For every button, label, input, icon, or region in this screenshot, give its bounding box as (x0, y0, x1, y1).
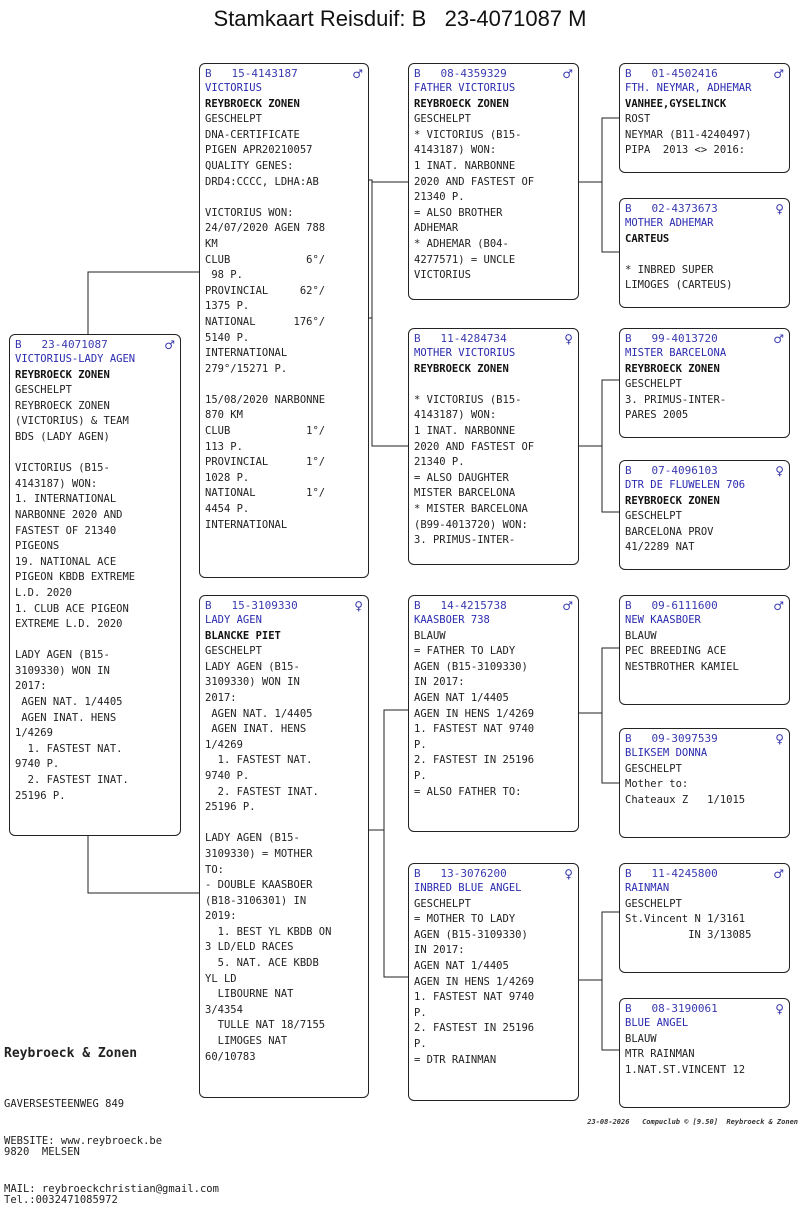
female-sex-icon: ♀ (564, 867, 573, 881)
info-line: EXTREME L.D. 2020 (15, 618, 123, 631)
info-line: BLAUW (625, 629, 657, 642)
breeder-name: REYBROECK ZONEN (205, 97, 300, 110)
ring-number: 11-4245800 (651, 867, 718, 880)
country-code: B (625, 1002, 632, 1015)
info-line (414, 377, 573, 393)
info-line: PROVINCIAL 62°/ (205, 284, 326, 297)
info-line: PIGEON KBDB EXTREME (15, 571, 136, 584)
info-line: Chateaux Z 1/1015 (625, 793, 746, 806)
info-line: ROST (625, 113, 651, 126)
country-code: B (625, 464, 632, 477)
info-line: 21340 P. (414, 456, 465, 469)
info-line: 4143187) WON: (414, 409, 497, 422)
country-code: B (625, 732, 632, 745)
info-line: 21340 P. (414, 191, 465, 204)
connector-subject-sire (88, 272, 200, 335)
ring-header (205, 599, 363, 613)
info-line: 279°/15271 P. (205, 362, 288, 375)
pigeon-card-dds[interactable] (619, 863, 790, 973)
info-line: 3. PRIMUS-INTER- (625, 393, 727, 406)
info-line: BDS (LADY AGEN) (15, 430, 110, 443)
info-line: AGEN NAT 1/4405 (414, 959, 509, 972)
info-line: AGEN IN HENS 1/4269 (414, 975, 535, 988)
ring-header (414, 67, 573, 81)
info-line: 2. FASTEST INAT. (15, 774, 129, 787)
info-line: VICTORIUS (414, 269, 471, 282)
ring-header (625, 732, 784, 746)
info-line: REYBROECK ZONEN (15, 399, 110, 412)
connector-sire-sd (372, 318, 408, 446)
info-line: 25196 P. (205, 801, 256, 814)
info-line: GESCHELPT (205, 645, 262, 658)
female-sex-icon: ♀ (775, 1002, 784, 1016)
country-code: B (414, 67, 421, 80)
info-line: NATIONAL 176°/ (205, 315, 326, 328)
info-line: GESCHELPT (414, 897, 471, 910)
info-line: 3109330) WON IN (15, 664, 110, 677)
ring-number: 01-4502416 (651, 67, 718, 80)
info-line: = ALSO BROTHER (414, 206, 503, 219)
pigeon-name: RAINMAN (625, 882, 670, 894)
ring-number: 99-4013720 (651, 332, 718, 345)
info-line: TO: (205, 863, 224, 876)
info-line: LIMOGES NAT (205, 1035, 288, 1048)
info-line: 1. FASTEST NAT. (205, 754, 313, 767)
male-sex-icon: ♂ (773, 67, 784, 81)
country-code: B (625, 867, 632, 880)
info-line: 60/10783 (205, 1050, 256, 1063)
info-line: 98 P. (205, 269, 243, 282)
ring-number: 13-3076200 (440, 867, 507, 880)
info-line: FASTEST OF 21340 (15, 524, 117, 537)
connector-dam-ds (384, 710, 408, 830)
connector-sire-ss (372, 182, 408, 318)
info-line: * VICTORIUS (B15- (414, 393, 522, 406)
info-line: 2020 AND FASTEST OF (414, 440, 535, 453)
web-contact (4, 1101, 219, 1213)
pigeon-card-sdd[interactable] (619, 460, 790, 570)
info-line: 15/08/2020 NARBONNE (205, 393, 326, 406)
info-line: 870 KM (205, 409, 243, 422)
info-line: NESTBROTHER KAMIEL (625, 660, 739, 673)
pigeon-card-dsd[interactable] (619, 728, 790, 838)
info-line: = FATHER TO LADY (414, 645, 516, 658)
pigeon-name: MOTHER ADHEMAR (625, 217, 714, 229)
pigeon-name: FTH. NEYMAR, ADHEMAR (625, 82, 752, 94)
connector-sd-sds (602, 380, 620, 446)
info-line: VICTORIUS (B15- (15, 462, 110, 475)
pigeon-name: VICTORIUS-LADY AGEN (15, 353, 136, 365)
pigeon-name: FATHER VICTORIUS (414, 82, 516, 94)
male-sex-icon: ♂ (773, 332, 784, 346)
info-line: 4143187) WON: (15, 477, 98, 490)
ring-header (625, 332, 784, 346)
ring-header (414, 599, 573, 613)
info-line: (B18-3106301) IN (205, 894, 307, 907)
pigeon-card-dam-sire[interactable] (408, 595, 579, 832)
country-code: B (205, 67, 212, 80)
ring-number: 15-4143187 (231, 67, 298, 80)
info-line: 1028 P. (205, 471, 250, 484)
info-line: * INBRED SUPER (625, 263, 714, 276)
info-line: 9740 P. (15, 758, 60, 771)
info-line: CLUB 1°/ (205, 425, 326, 438)
ring-header (205, 67, 363, 81)
connector-ds-dsd (602, 713, 620, 783)
info-line: 5140 P. (205, 331, 250, 344)
ring-header (414, 332, 573, 346)
info-line (205, 377, 363, 393)
pigeon-card-sire-dam[interactable] (408, 328, 579, 565)
info-line: 3109330) = MOTHER (205, 847, 313, 860)
pigeon-name: MISTER BARCELONA (625, 347, 727, 359)
country-code: B (625, 67, 632, 80)
female-sex-icon: ♀ (354, 599, 363, 613)
country-code: B (414, 599, 421, 612)
info-line: 41/2289 NAT (625, 541, 695, 554)
info-line: 1 INAT. NARBONNE (414, 159, 516, 172)
pigeon-name: DTR DE FLUWELEN 706 (625, 479, 746, 491)
info-line: St.Vincent N 1/3161 (625, 913, 746, 926)
info-line: GESCHELPT (205, 113, 262, 126)
pigeon-name: VICTORIUS (205, 82, 262, 94)
ring-header (414, 867, 573, 881)
info-line: PEC BREEDING ACE (625, 645, 727, 658)
info-line: 3. PRIMUS-INTER- (414, 534, 516, 547)
info-line: GESCHELPT (625, 762, 682, 775)
ring-number: 07-4096103 (651, 464, 718, 477)
info-line (625, 247, 784, 263)
info-line: LIMOGES (CARTEUS) (625, 279, 733, 292)
breeder-name: CARTEUS (625, 232, 670, 245)
info-line: PIPA 2013 <> 2016: (625, 144, 746, 157)
info-line: L.D. 2020 (15, 586, 72, 599)
country-code: B (414, 867, 421, 880)
info-line: PROVINCIAL 1°/ (205, 456, 326, 469)
male-sex-icon: ♂ (562, 67, 573, 81)
breeder-name: REYBROECK ZONEN (625, 362, 720, 375)
female-sex-icon: ♀ (775, 202, 784, 216)
phone-number: Tel.:0032471085972 (4, 1194, 118, 1206)
info-line: 1. INTERNATIONAL (15, 493, 117, 506)
pigeon-name: INBRED BLUE ANGEL (414, 882, 522, 894)
info-line: AGEN (B15-3109330) (414, 928, 528, 941)
info-line: P. (414, 1037, 427, 1050)
info-line: AGEN NAT. 1/4405 (15, 696, 123, 709)
info-line: 2017: (15, 680, 47, 693)
info-line: 1375 P. (205, 300, 250, 313)
pigeon-card-ddd[interactable] (619, 998, 790, 1108)
connector-ss-ssd (602, 182, 620, 252)
info-line: 19. NATIONAL ACE (15, 555, 117, 568)
address-street: GAVERSESTEENWEG 849 (4, 1098, 125, 1110)
connector-dam-dd (384, 830, 408, 977)
info-line: LADY AGEN (B15- (205, 660, 300, 673)
info-line: AGEN INAT. HENS (15, 711, 117, 724)
info-line: P. (414, 738, 427, 751)
pigeon-card-dam[interactable] (199, 595, 369, 1098)
connector-dd-dds (602, 912, 620, 980)
info-line: = DTR RAINMAN (414, 1053, 497, 1066)
ring-number: 09-3097539 (651, 732, 718, 745)
info-line: AGEN NAT. 1/4405 (205, 707, 313, 720)
ring-header (625, 67, 784, 81)
info-line: 9740 P. (205, 769, 250, 782)
info-line: Mother to: (625, 778, 689, 791)
female-sex-icon: ♀ (564, 332, 573, 346)
ring-number: 14-4215738 (440, 599, 507, 612)
pigeon-name: LADY AGEN (205, 614, 262, 626)
info-line: 2020 AND FASTEST OF (414, 175, 535, 188)
info-line: 1. BEST YL KBDB ON (205, 925, 332, 938)
info-line: GESCHELPT (625, 510, 682, 523)
pigeon-card-ssd[interactable] (619, 198, 790, 308)
ring-header (625, 464, 784, 478)
ring-number: 23-4071087 (41, 338, 108, 351)
info-line: QUALITY GENES: (205, 159, 294, 172)
info-line: INTERNATIONAL (205, 347, 288, 360)
info-line: 1.NAT.ST.VINCENT 12 (625, 1063, 746, 1076)
male-sex-icon: ♂ (773, 867, 784, 881)
male-sex-icon: ♂ (352, 67, 363, 81)
connector-sd-sdd (602, 446, 620, 512)
pigeon-card-sds[interactable] (619, 328, 790, 438)
ring-header (15, 338, 175, 352)
info-line: MISTER BARCELONA (414, 487, 516, 500)
info-line: 3109330) WON IN (205, 676, 300, 689)
info-line: 25196 P. (15, 789, 66, 802)
info-line: 1/4269 (15, 727, 53, 740)
ring-number: 08-3190061 (651, 1002, 718, 1015)
ring-number: 15-3109330 (231, 599, 298, 612)
pigeon-name: MOTHER VICTORIUS (414, 347, 516, 359)
breeder-name: BLANCKE PIET (205, 629, 281, 642)
country-code: B (205, 599, 212, 612)
ring-number: 09-6111600 (651, 599, 718, 612)
male-sex-icon: ♂ (773, 599, 784, 613)
breeder-name: REYBROECK ZONEN (414, 97, 509, 110)
business-name: Reybroeck & Zonen (4, 1046, 138, 1061)
connector-ds-dss (602, 648, 620, 713)
info-line: BARCELONA PROV (625, 525, 714, 538)
info-line: AGEN (B15-3109330) (414, 660, 528, 673)
info-line: AGEN IN HENS 1/4269 (414, 707, 535, 720)
breeder-name: VANHEE,GYSELINCK (625, 97, 727, 110)
info-line: P. (414, 1006, 427, 1019)
info-line: (VICTORIUS) & TEAM (15, 415, 129, 428)
info-line: DNA-CERTIFICATE (205, 128, 300, 141)
info-line: PIGEN APR20210057 (205, 144, 313, 157)
info-line: = ALSO FATHER TO: (414, 785, 522, 798)
pigeon-card-subject[interactable] (9, 334, 181, 836)
address-city: 9820 MELSEN (4, 1146, 80, 1158)
info-line (15, 633, 175, 649)
info-line: PARES 2005 (625, 409, 689, 422)
connector-subject-dam (88, 835, 200, 893)
info-line: DRD4:CCCC, LDHA:AB (205, 175, 319, 188)
male-sex-icon: ♂ (164, 338, 175, 352)
info-line: = MOTHER TO LADY (414, 913, 516, 926)
info-line: INTERNATIONAL (205, 518, 288, 531)
ring-header (625, 1002, 784, 1016)
pigeon-card-sire-sire[interactable] (408, 63, 579, 300)
info-line: NARBONNE 2020 AND (15, 508, 123, 521)
country-code: B (15, 338, 22, 351)
info-line: GESCHELPT (625, 378, 682, 391)
info-line: = ALSO DAUGHTER (414, 471, 509, 484)
info-line: ADHEMAR (414, 222, 459, 235)
info-line: 2019: (205, 910, 237, 923)
info-line: LADY AGEN (B15- (205, 832, 300, 845)
info-line: 1. FASTEST NAT. (15, 742, 123, 755)
ring-number: 08-4359329 (440, 67, 507, 80)
info-line: 2017: (205, 691, 237, 704)
info-line: PIGEONS (15, 540, 60, 553)
info-line: * MISTER BARCELONA (414, 502, 528, 515)
pigeon-name: BLUE ANGEL (625, 1017, 689, 1029)
pigeon-card-dss[interactable] (619, 595, 790, 705)
info-line: IN 3/13085 (625, 928, 752, 941)
info-line: 1 INAT. NARBONNE (414, 424, 516, 437)
pigeon-name: NEW KAASBOER (625, 614, 701, 626)
info-line: VICTORIUS WON: (205, 206, 294, 219)
info-line: 1/4269 (205, 738, 243, 751)
info-line: 3 LD/ELD RACES (205, 941, 294, 954)
country-code: B (625, 599, 632, 612)
info-line: YL LD (205, 972, 237, 985)
info-line: LADY AGEN (B15- (15, 649, 110, 662)
male-sex-icon: ♂ (562, 599, 573, 613)
info-line: * ADHEMAR (B04- (414, 237, 509, 250)
info-line: GESCHELPT (625, 897, 682, 910)
ring-number: 02-4373673 (651, 202, 718, 215)
info-line: 2. FASTEST INAT. (205, 785, 319, 798)
info-line: BLAUW (625, 1032, 657, 1045)
info-line: GESCHELPT (414, 113, 471, 126)
info-line: NATIONAL 1°/ (205, 487, 326, 500)
info-line: MTR RAINMAN (625, 1048, 695, 1061)
info-line: 2. FASTEST IN 25196 (414, 754, 535, 767)
country-code: B (625, 332, 632, 345)
email-link[interactable]: MAIL: reybroeckchristian@gmail.com (4, 1183, 219, 1195)
info-line: 24/07/2020 AGEN 788 (205, 222, 326, 235)
info-line (205, 190, 363, 206)
info-line: IN 2017: (414, 944, 465, 957)
info-line: 4454 P. (205, 503, 250, 516)
info-line: LIBOURNE NAT (205, 988, 294, 1001)
info-line: 1. CLUB ACE PIGEON (15, 602, 129, 615)
info-line: 5. NAT. ACE KBDB (205, 957, 319, 970)
info-line: TULLE NAT 18/7155 (205, 1019, 326, 1032)
website-link[interactable]: WEBSITE: www.reybroeck.be (4, 1135, 163, 1147)
pigeon-card-sss[interactable] (619, 63, 790, 173)
pigeon-name: BLIKSEM DONNA (625, 747, 708, 759)
pigeon-card-sire[interactable] (199, 63, 369, 578)
info-line: IN 2017: (414, 676, 465, 689)
info-line: (B99-4013720) WON: (414, 518, 528, 531)
connector-ss-sss (602, 118, 620, 182)
info-line (15, 446, 175, 462)
info-line: 3/4354 (205, 1003, 243, 1016)
info-line: 113 P. (205, 440, 243, 453)
country-code: B (414, 332, 421, 345)
info-line: AGEN INAT. HENS (205, 723, 307, 736)
pigeon-name: KAASBOER 738 (414, 614, 490, 626)
ring-header (625, 867, 784, 881)
connector-dd-ddd (602, 980, 620, 1050)
female-sex-icon: ♀ (775, 464, 784, 478)
info-line: AGEN NAT 1/4405 (414, 691, 509, 704)
info-line: GESCHELPT (15, 384, 72, 397)
info-line (205, 816, 363, 832)
country-code: B (625, 202, 632, 215)
breeder-name: REYBROECK ZONEN (414, 362, 509, 375)
pigeon-card-dam-dam[interactable] (408, 863, 579, 1101)
info-line: 1. FASTEST NAT 9740 (414, 723, 535, 736)
info-line: KM (205, 237, 218, 250)
info-line: 1. FASTEST NAT 9740 (414, 991, 535, 1004)
print-stamp: 23-08-2026 Compuclub © [9.50] Reybroeck & Zonen (587, 1118, 798, 1126)
info-line: 2. FASTEST IN 25196 (414, 1022, 535, 1035)
info-line: P. (414, 769, 427, 782)
info-line: CLUB 6°/ (205, 253, 326, 266)
info-line: 4277571) = UNCLE (414, 253, 516, 266)
female-sex-icon: ♀ (775, 732, 784, 746)
ring-number: 11-4284734 (440, 332, 507, 345)
info-line: - DOUBLE KAASBOER (205, 879, 313, 892)
info-line: * VICTORIUS (B15- (414, 128, 522, 141)
ring-header (625, 202, 784, 216)
info-line: 4143187) WON: (414, 144, 497, 157)
ring-header (625, 599, 784, 613)
page-title: Stamkaart Reisduif: B 23-4071087 M (213, 6, 587, 31)
breeder-name: REYBROECK ZONEN (625, 494, 720, 507)
breeder-name: REYBROECK ZONEN (15, 368, 110, 381)
info-line: BLAUW (414, 629, 446, 642)
info-line: NEYMAR (B11-4240497) (625, 128, 752, 141)
